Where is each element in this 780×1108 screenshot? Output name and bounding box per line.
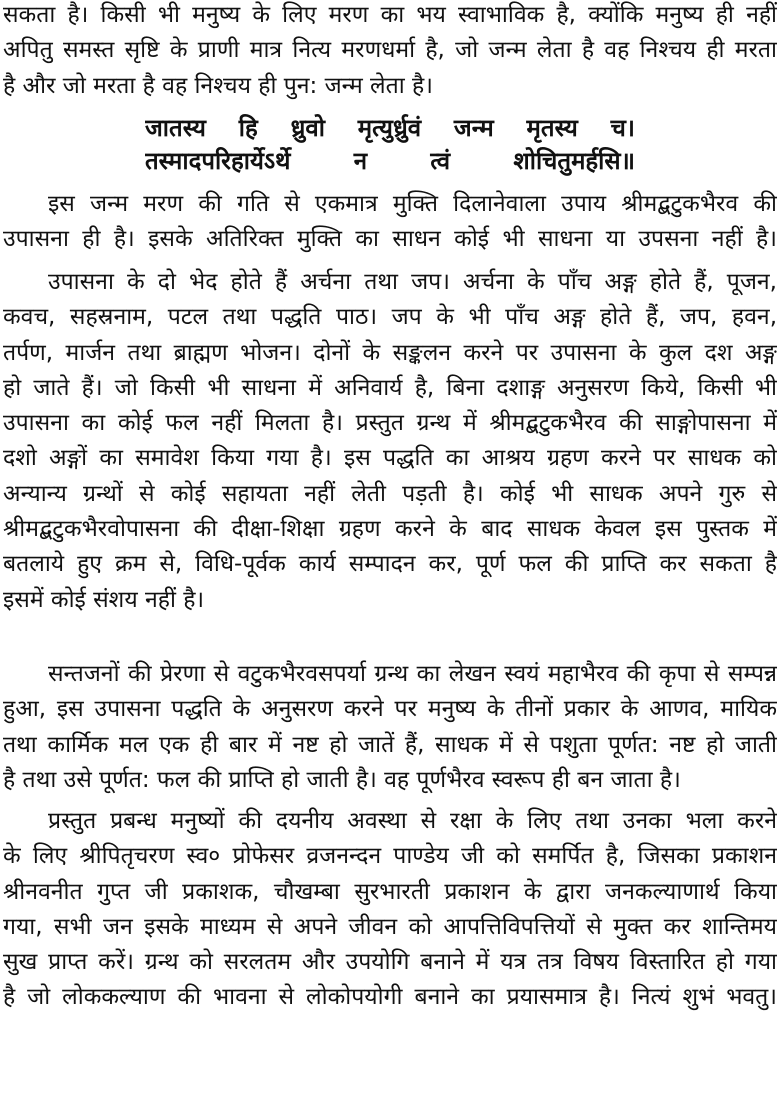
text-line: कवच, सहस्रनाम, पटल तथा पद्धति पाठ। जप के भी पाँच अङ्ग होते हैं, जप, हवन, [3, 304, 777, 331]
text-line: प्रस्तुत प्रबन्ध मनुष्यों की दयनीय अवस्था से रक्षा के लिए तथा उनका भला करने [48, 808, 777, 834]
text-line: है तथा उसे पूर्णत: फल की प्राप्ति हो जाती है। वह पूर्णभैरव स्वरूप ही बन जाता है। [3, 766, 681, 793]
text-line: के लिए श्रीपितृचरण स्व० प्रोफेसर व्रजनन्दन पाण्डेय जी को समर्पित है, जिसका प्रकाशन [3, 843, 777, 870]
text-line: बतलाये हुए क्रम से, विधि-पूर्वक कार्य सम्पादन कर, पूर्ण फल की प्राप्ति कर सकता है [3, 551, 777, 578]
text-line: सन्तजनों की प्रेरणा से वटुकभैरवसपर्या ग्रन्थ का लेखन स्वयं महाभैरव की कृपा से सम्पन्न [48, 661, 777, 687]
verse-line: जातस्य हि ध्रुवो मृत्युर्ध्रुवं जन्म मृतस्य च। [145, 114, 635, 142]
sanskrit-verse [145, 112, 635, 178]
text-line: गया, सभी जन इसके माध्यम से अपने जीवन को आपत्तिविपत्तियों से मुक्त कर शान्तिमय [3, 913, 777, 940]
paragraph-5 [3, 804, 777, 1016]
text-line: इस जन्म मरण की गति से एकमात्र मुक्ति दिलानेवाला उपाय श्रीमद्बटुकभैरव की [48, 191, 777, 217]
paragraph-3 [3, 265, 777, 618]
paragraph-2 [3, 187, 777, 258]
verse-line: तस्मादपरिहार्येऽर्थे न त्वं शोचितुमर्हसि॥ [145, 147, 635, 175]
text-line: अपितु समस्त सृष्टि के प्राणी मात्र नित्य मरणधर्मा है, जो जन्म लेता है वह निश्चय ही मरता [3, 37, 777, 64]
text-line: दशो अङ्गों का समावेश किया गया है। इस पद्धति का आश्रय ग्रहण करने पर साधक को [3, 445, 777, 472]
text-line: है जो लोककल्याण की भावना से लोकोपयोगी बनाने का प्रयासमात्र है। नित्यं शुभं भवतु। [3, 984, 777, 1011]
text-line: तर्पण, मार्जन तथा ब्राह्मण भोजन। दोनों के सङ्कलन करने पर उपासना के कुल दश अङ्ग [3, 339, 777, 366]
text-line: उपासना ही है। इसके अतिरिक्त मुक्ति का साधन कोई भी साधना या उपसना नहीं है। [3, 226, 777, 253]
text-line: हो जाते हैं। जो किसी भी साधना में अनिवार्य है, बिना दशाङ्ग अनुसरण किये, किसी भी [3, 374, 777, 401]
text-line: इसमें कोई संशय नहीं है। [3, 586, 205, 613]
text-line: श्रीमद्बटुकभैरवोपासना की दीक्षा-शिक्षा ग्रहण करने के बाद साधक केवल इस पुस्तक में [3, 516, 777, 543]
text-line: उपासना का कोई फल नहीं मिलता है। प्रस्तुत ग्रन्थ में श्रीमद्बटुकभैरव की साङ्गोपासना में [3, 410, 777, 437]
text-line: उपासना के दो भेद होते हैं अर्चना तथा जप। अर्चना के पाँच अङ्ग होते हैं, पूजन, [48, 269, 777, 295]
text-line: सुख प्राप्त करें। ग्रन्थ को सरलतम और उपयोगि बनाने में यत्र तत्र विषय विस्तारित हो गया [3, 949, 777, 976]
text-line: सकता है। किसी भी मनुष्य के लिए मरण का भय स्वाभाविक है, क्योंकि मनुष्य ही नहीं [3, 2, 777, 28]
text-line: तथा कार्मिक मल एक ही बार में नष्ट हो जातें हैं, साधक में से पशुता पूर्णत: नष्ट हो जाती [3, 731, 777, 758]
paragraph-1 [3, 0, 777, 104]
text-line: श्रीनवनीत गुप्त जी प्रकाशक, चौखम्बा सुरभारती प्रकाशन के द्वारा जनकल्याणार्थ किया [3, 878, 777, 905]
text-line: हुआ, इस उपासना पद्धति के अनुसरण करने पर मनुष्य के तीनों प्रकार के आणव, मायिक [3, 696, 777, 723]
paragraph-4 [3, 657, 777, 798]
text-line: है और जो मरता है वह निश्चय ही पुन: जन्म लेता है। [3, 72, 433, 99]
text-line: अन्यान्य ग्रन्थों से कोई सहायता नहीं लेती पड़ती है। कोई भी साधक अपने गुरु से [3, 480, 777, 507]
